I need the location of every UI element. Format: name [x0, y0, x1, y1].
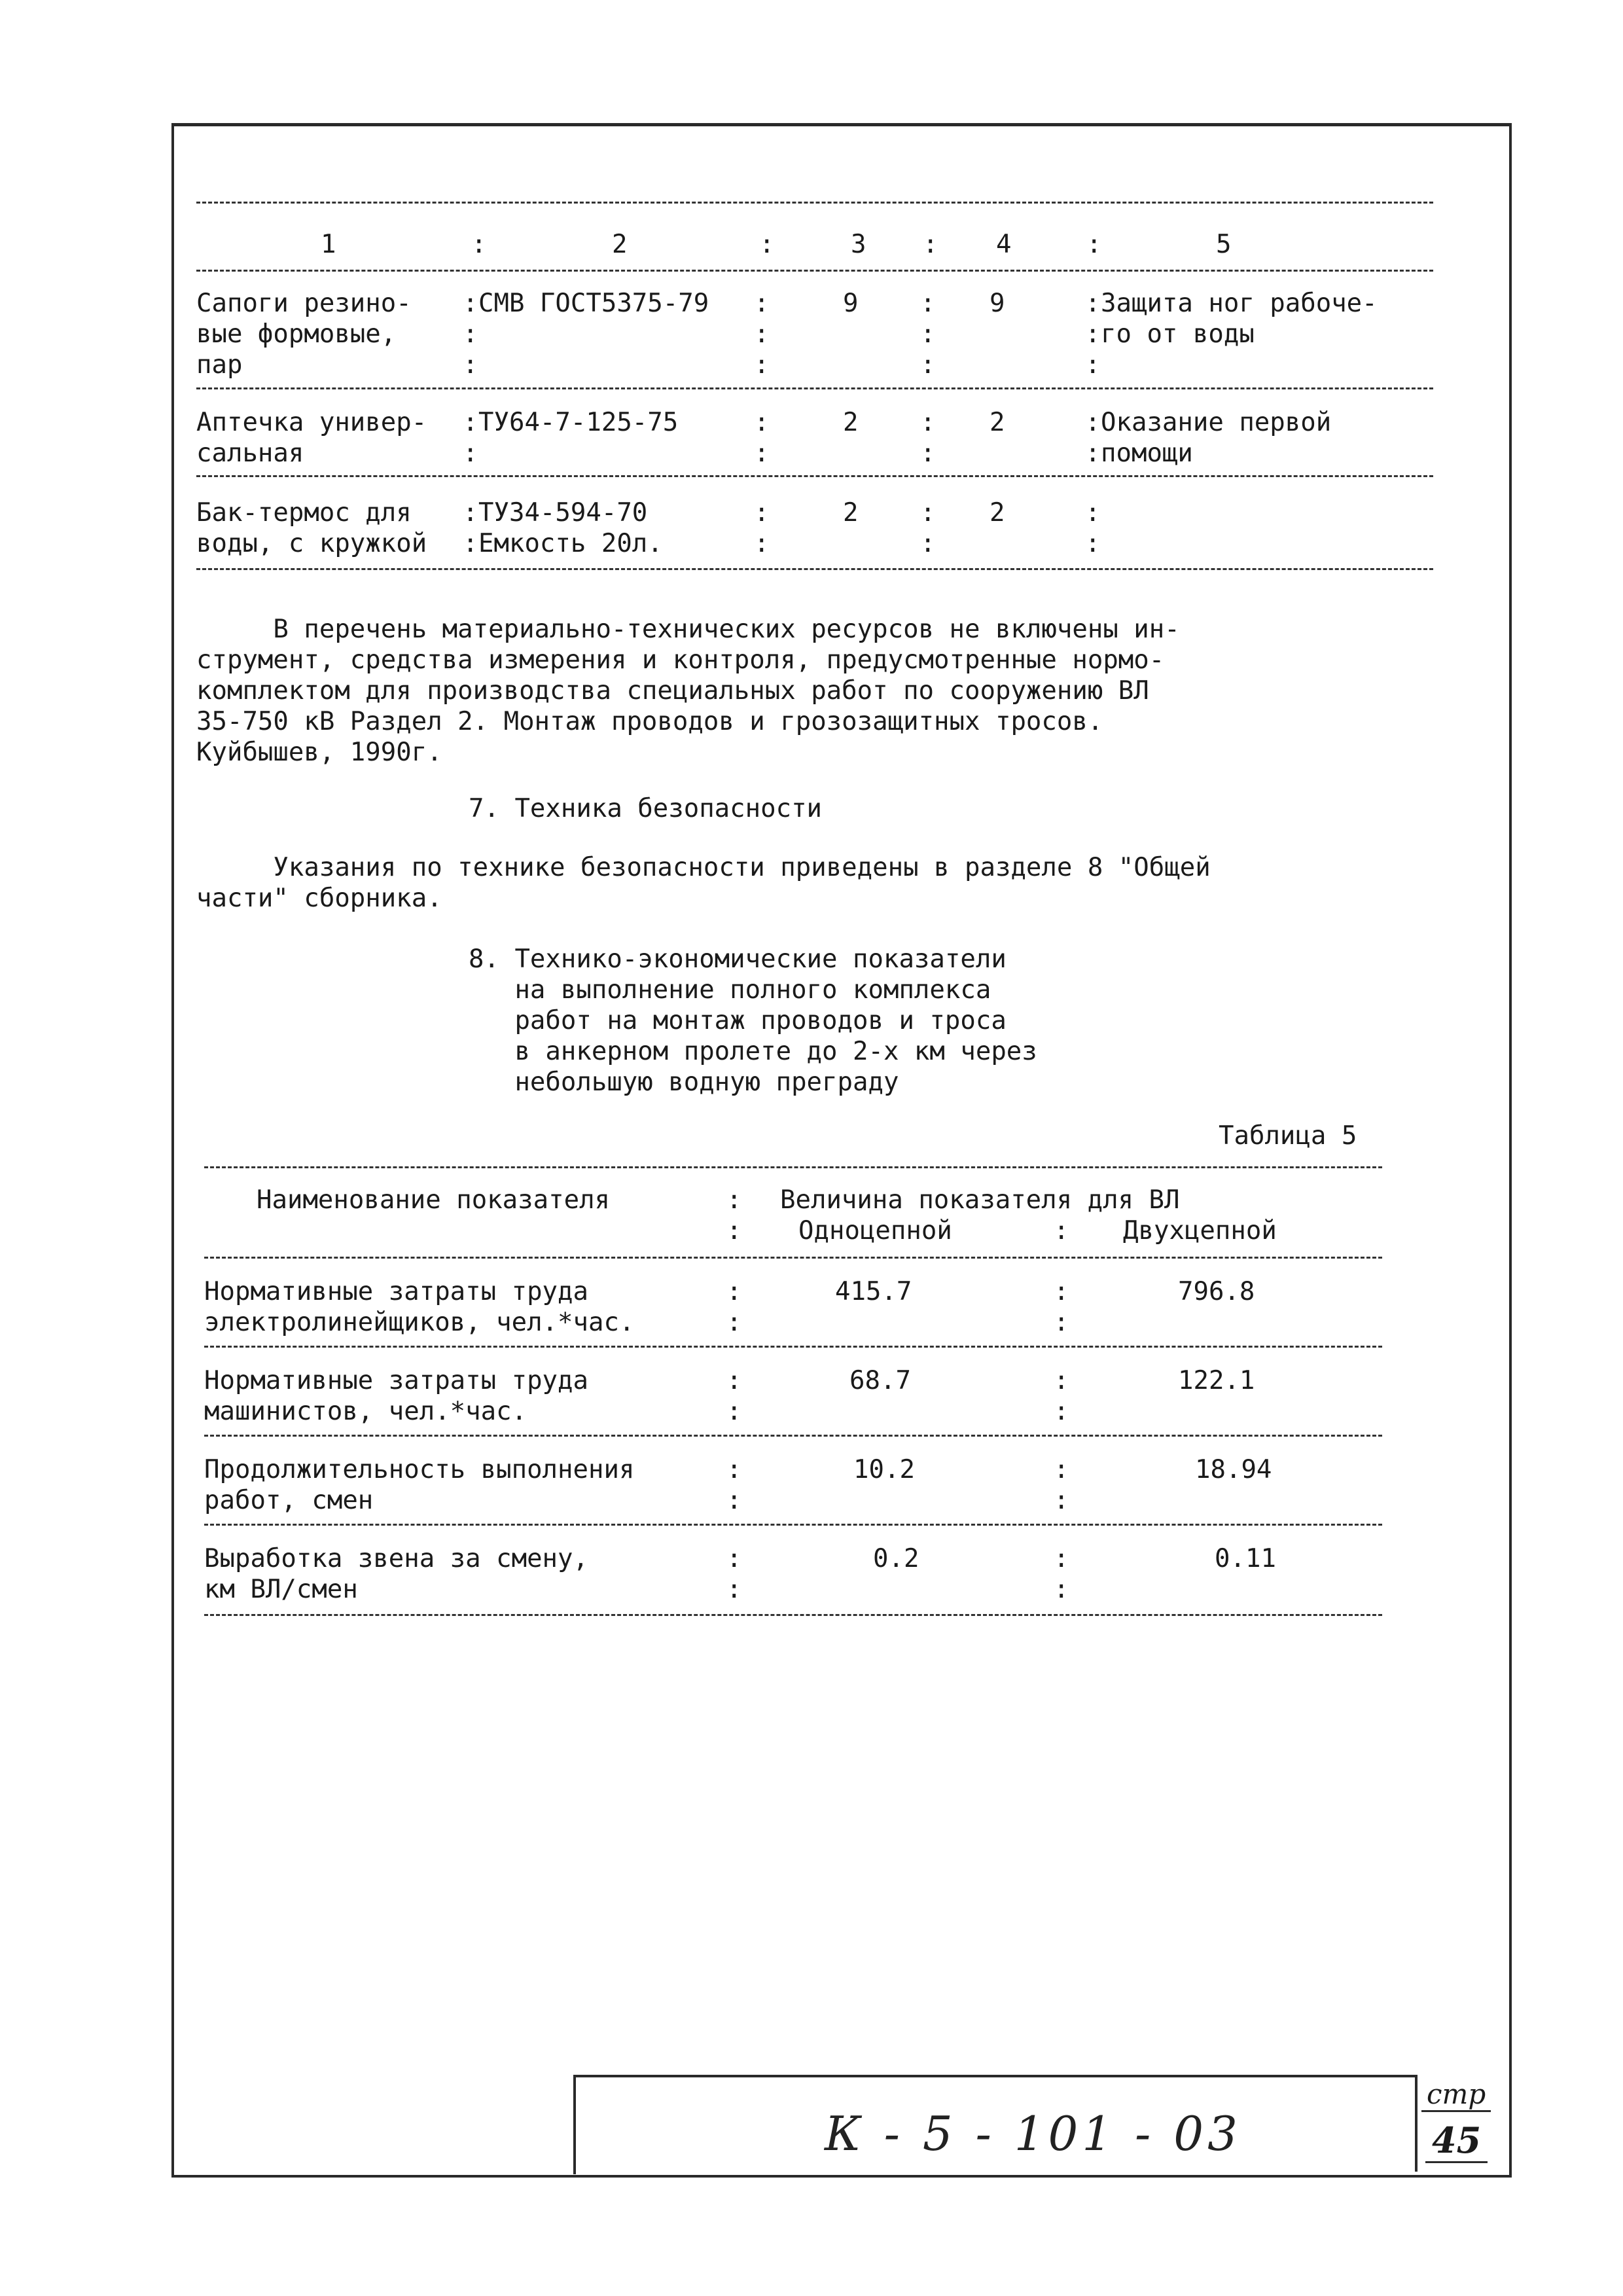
table-rule — [204, 1346, 1382, 1348]
single-value: 415.7 — [835, 1277, 912, 1306]
indicator-name: машинистов, чел.*час. — [204, 1397, 527, 1426]
row-name: Аптечка унивеp- — [196, 408, 427, 437]
row-qty: 2 — [990, 408, 1005, 437]
paragraph-line: струмент, средства измерения и контроля, предусмотренные нормо- — [196, 645, 1165, 675]
header-single: Одноцепной — [798, 1216, 952, 1246]
row-purpose: Защита ног рабоче- — [1101, 289, 1378, 318]
row-name: сальная — [196, 439, 304, 468]
header-value: Величина показателя для ВЛ — [780, 1185, 1180, 1215]
title-line: в анкерном пролете до 2-х км через — [469, 1037, 1037, 1066]
indicator-name: электролинейщиков, чел.*час. — [204, 1308, 635, 1337]
row-name: Сапоги резино- — [196, 289, 412, 318]
row-code: СМВ ГОСТ5375-79 — [478, 289, 709, 318]
table-rule — [196, 568, 1433, 570]
row-code: Емкость 20л. — [478, 529, 663, 558]
double-value: 122.1 — [1178, 1366, 1255, 1395]
single-value: 10.2 — [853, 1455, 915, 1484]
column-separator: : — [1086, 230, 1102, 259]
table-rule — [196, 202, 1433, 204]
column-header: 4 — [996, 230, 1012, 259]
double-value: 0.11 — [1215, 1544, 1276, 1573]
table-label: Таблица 5 — [1219, 1121, 1357, 1151]
row-qty: 2 — [990, 498, 1005, 528]
title-line: работ на монтаж проводов и троса — [469, 1006, 1007, 1035]
row-code: ТУ64-7-125-75 — [478, 408, 679, 437]
column-header: 3 — [851, 230, 866, 259]
column-header: 2 — [612, 230, 628, 259]
indicator-name: Нормативные затраты труда — [204, 1366, 588, 1395]
table-rule — [196, 270, 1433, 272]
paragraph-line: Указания по технике безопасности приведены в разделе 8 "Общей — [196, 853, 1211, 882]
column-separator: : — [923, 230, 938, 259]
indicator-name: работ, смен — [204, 1486, 374, 1515]
table-rule — [204, 1524, 1382, 1526]
table-rule — [196, 475, 1433, 477]
row-qty: 9 — [843, 289, 859, 318]
column-separator: : — [759, 230, 775, 259]
sheet-number: 45 — [1425, 2119, 1488, 2163]
paragraph-line: В перечень материально-технических ресурсов не включены ин- — [196, 615, 1180, 644]
paragraph-line: 35-750 кВ Раздел 2. Монтаж проводов и грозозащитных тросов. — [196, 707, 1103, 736]
title-line: небольшую водную преграду — [469, 1067, 899, 1097]
row-name: Бак-термос для — [196, 498, 412, 528]
title-line: 8. Технико-экономические показатели — [469, 944, 1007, 974]
paragraph-line: части" сборника. — [196, 884, 442, 913]
indicator-name: км ВЛ/смен — [204, 1575, 358, 1604]
row-purpose: го от воды — [1101, 319, 1255, 349]
indicator-name: Нормативные затраты труда — [204, 1277, 588, 1306]
row-name: воды, с кружкой — [196, 529, 427, 558]
column-header: 1 — [321, 230, 336, 259]
header-name: Наименование показателя — [257, 1185, 611, 1215]
sheet-label: стр — [1421, 2078, 1491, 2112]
paragraph-line: комплектом для производства специальных работ по сооружению ВЛ — [196, 676, 1149, 706]
single-value: 0.2 — [873, 1544, 919, 1573]
double-value: 18.94 — [1195, 1455, 1272, 1484]
paragraph-line: Куйбышев, 1990г. — [196, 738, 442, 767]
header-double: Двухцепной — [1123, 1216, 1277, 1246]
table-rule — [204, 1614, 1382, 1616]
table-rule — [204, 1166, 1382, 1168]
indicator-name: Продолжительность выполнения — [204, 1455, 635, 1484]
column-header: 5 — [1216, 230, 1232, 259]
row-name: пар — [196, 350, 243, 380]
column-separator: : — [471, 230, 487, 259]
document-code: К - 5 - 101 - 03 — [825, 2106, 1241, 2161]
row-name: вые формовые, — [196, 319, 397, 349]
table-rule — [204, 1257, 1382, 1259]
row-code: ТУ34-594-70 — [478, 498, 648, 528]
row-qty: 2 — [843, 408, 859, 437]
indicator-name: Выработка звена за смену, — [204, 1544, 588, 1573]
table-rule — [196, 387, 1433, 389]
table-rule — [204, 1435, 1382, 1437]
double-value: 796.8 — [1178, 1277, 1255, 1306]
row-purpose: Оказание первой — [1101, 408, 1332, 437]
section-title: 7. Техника безопасности — [469, 794, 823, 823]
title-line: на выполнение полного комплекса — [469, 975, 991, 1005]
row-purpose: помощи — [1101, 439, 1193, 468]
single-value: 68.7 — [849, 1366, 911, 1395]
row-qty: 9 — [990, 289, 1005, 318]
row-qty: 2 — [843, 498, 859, 528]
